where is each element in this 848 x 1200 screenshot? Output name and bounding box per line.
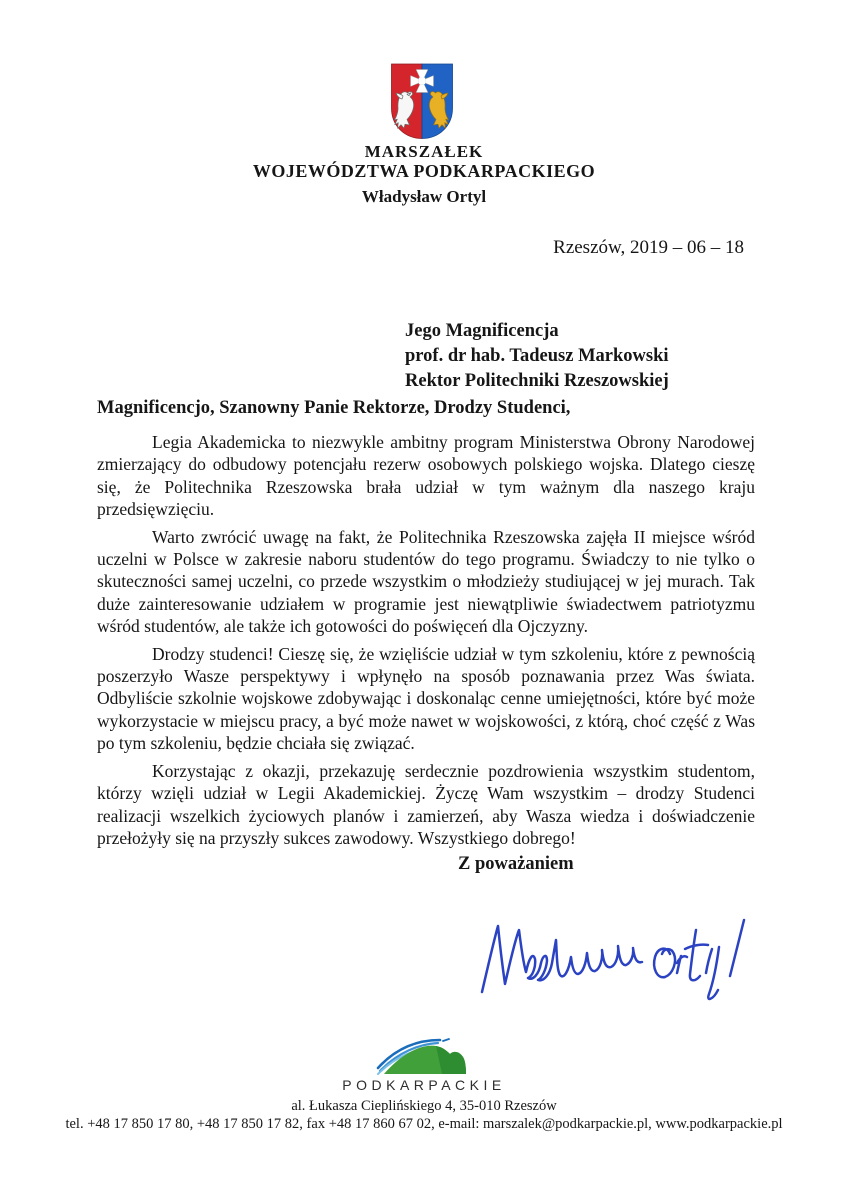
podkarpackie-logo <box>0 1038 848 1093</box>
dateline: Rzeszów, 2019 – 06 – 18 <box>553 237 744 258</box>
paragraph-3: Drodzy studenci! Cieszę się, że wzięliście udział w tym szkoleniu, które z pewnością poszerzyło Wasze perspektywy i wpłynęło na sposób poznawania przez Was świata. Odbyliście szkolnie wojskowe zdobywając i doskonaląc cenne umiejętności, które być może wykorzystacie w miejscu pracy, a być może nawet w wojskowości, z którą, choć część z Was po tym szkoleniu, będzie chciała się związać. <box>97 643 755 754</box>
footer-address: al. Łukasza Cieplińskiego 4, 35-010 Rzeszów <box>291 1098 557 1114</box>
paragraph-1: Legia Akademicka to niezwykle ambitny program Ministerstwa Obrony Narodowej zmierzający do odbudowy potencjału rezerw osobowych polskiego wojska. Dlatego cieszę się, że Politechnika Rzeszowska brała udział w tym ważnym dla naszego kraju przedsięwzięciu. <box>97 432 755 520</box>
footer-contact: tel. +48 17 850 17 80, +48 17 850 17 82, fax +48 17 860 67 02, e-mail: marszalek@podkarpackie.pl, www.podkarpackie.pl <box>65 1116 783 1132</box>
sender-office-title-line1: MARSZAŁEK <box>364 142 484 161</box>
recipient-name: prof. dr hab. Tadeusz Markowski <box>405 346 669 366</box>
recipient-position: Rektor Politechniki Rzeszowskiej <box>405 371 669 391</box>
sender-office-title-line2: WOJEWÓDZTWA PODKARPACKIEGO <box>252 161 596 181</box>
logo-wordmark: PODKARPACKIE <box>342 1077 506 1093</box>
paragraph-2: Warto zwrócić uwagę na fakt, że Politechnika Rzeszowska zajęła II miejsce wśród uczelni w Polsce w zakresie naboru studentów do tego programu. Świadczy to nie tylko o skuteczności samej uczelni, co przede wszystkim o młodzieży studiującej w jej murach. Tak duże zainteresowanie udziałem w programie jest niewątpliwie świadectwem patriotyzmu wśród studentów, ale także ich gotowości do poświęceń dla Ojczyzny. <box>97 526 755 637</box>
handwritten-signature-icon <box>474 912 752 1017</box>
recipient-block <box>405 319 669 394</box>
recipient-honorific: Jego Magnificencja <box>405 321 559 341</box>
podkarpackie-logo-icon <box>376 1038 472 1076</box>
sender-name: Władysław Ortyl <box>361 187 487 206</box>
salutation: Magnificencjo, Szanowny Panie Rektorze, Drodzy Studenci, <box>97 398 571 418</box>
closing-phrase: Z poważaniem <box>458 854 574 874</box>
paragraph-4: Korzystając z okazji, przekazuję serdecznie pozdrowienia wszystkim studentom, którzy wzięli udział w Legii Akademickiej. Życzę Wam wszystkim – drodzy Studenci realizacji wszelkich życiowych planów i zamierzeń, aby Wasza wiedza i doświadczenie przełożyły się na przyszły sukces zawodowy. Wszystkiego dobrego! <box>97 760 755 848</box>
letter-body <box>97 431 755 854</box>
podkarpackie-coat-of-arms-icon <box>390 63 454 140</box>
